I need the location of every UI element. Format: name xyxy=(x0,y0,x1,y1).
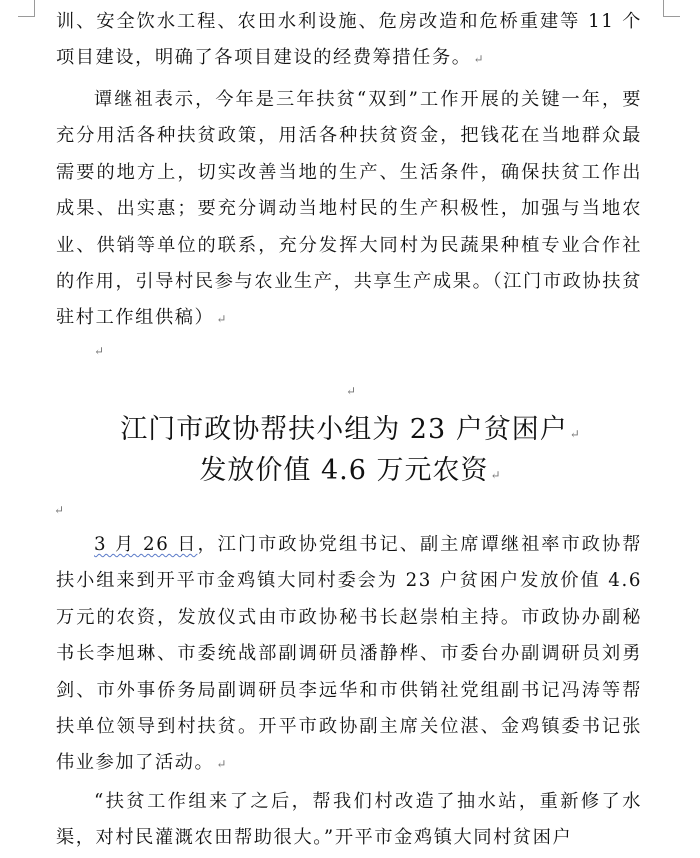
page-corner-mark-left xyxy=(18,0,35,17)
paragraph-text: 训、安全饮水工程、农田水利设施、危房改造和危桥重建等 11 个项目建设，明确了各项目建设的经费筹措任务。 xyxy=(56,11,642,69)
paragraph-villager-quote xyxy=(56,784,642,857)
paragraph-mark-icon: ↵ xyxy=(216,757,227,772)
empty-paragraph-mark-icon: ↵ xyxy=(54,503,65,517)
paragraph-text: 谭继祖表示，今年是三年扶贫“双到”工作开展的关键一年，要充分用活各种扶贫政策，用活各种扶贫资金，把钱花在当地群众最需要的地方上，切实改善当地的生产、生活条件，确保扶贫工作出成果、出实惠；要充分调动当地村民的生产积极性，加强与当地农业、供销等单位的联系，充分发挥大同村为民蔬果种植专业合作社的作用，引导村民参与农业生产，共享生产成果。（江门市政协扶贫驻村工作组供稿） xyxy=(56,89,642,329)
event-date: 3 月 26 日 xyxy=(94,534,198,555)
paragraph-mark-icon: ↵ xyxy=(473,52,484,67)
empty-paragraph-mark-icon: ↵ xyxy=(346,384,357,398)
paragraph-mark-icon: ↵ xyxy=(490,468,501,482)
paragraph-quote-tan xyxy=(56,82,642,338)
article-title-line-1: 江门市政协帮扶小组为 23 户贫困户 ↵ xyxy=(120,414,580,445)
paragraph-event-details xyxy=(56,527,642,783)
paragraph-text: ，江门市政协党组书记、副主席谭继祖率市政协帮扶小组来到开平市金鸡镇大同村委会为 23 户贫困户发放价值 4.6 万元的农资，发放仪式由市政协秘书长赵崇柏主持。市政协办副秘书长李旭琳、市委统战部副调研员潘静桦、市委台办副调研员刘勇剑、市外事侨务局副调研员李远华和市供销社党组副书记冯涛等帮扶单位领导到村扶贫。开平市政协副主席关位湛、金鸡镇委书记张伟业参加了活动。 xyxy=(56,534,643,774)
paragraph-mark-icon: ↵ xyxy=(569,427,580,441)
empty-paragraph-mark-icon: ↵ xyxy=(94,344,105,358)
article-title-line-2: 发放价值 4.6 万元农资 ↵ xyxy=(199,455,501,486)
page-corner-mark-right xyxy=(663,0,680,17)
paragraph-continued xyxy=(56,4,642,78)
paragraph-mark-icon: ↵ xyxy=(216,312,227,327)
paragraph-text: “扶贫工作组来了之后，帮我们村改造了抽水站，重新修了水渠，对村民灌溉农田帮助很大。”开平市金鸡镇大同村贫困户 xyxy=(56,791,642,849)
